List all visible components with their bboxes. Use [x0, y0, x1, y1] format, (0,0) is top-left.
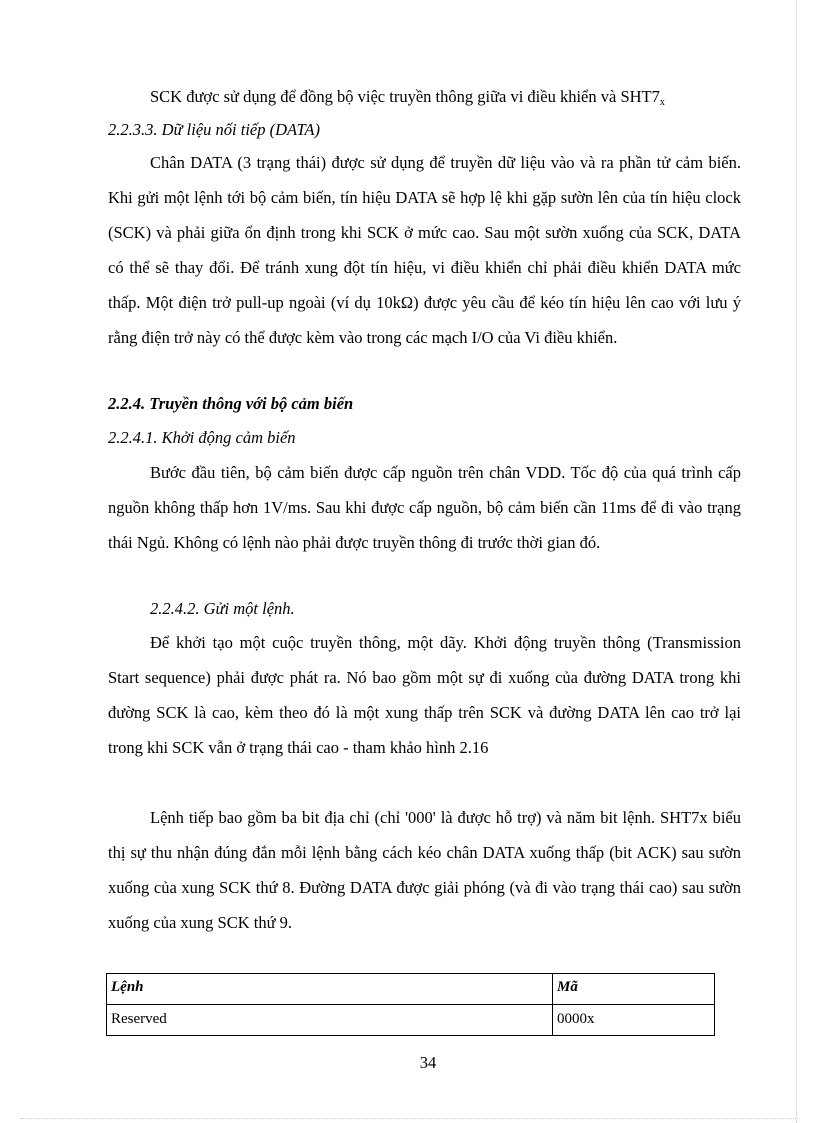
page-number: 34 [419, 1053, 437, 1072]
paragraph-command-bits: Lệnh tiếp bao gồm ba bit địa chỉ (chỉ '000' là được hỗ trợ) và năm bit lệnh. SHT7x biểu thị sự thu nhận đúng đắn mỗi lệnh bằng cách kéo chân DATA xuống thấp (bit ACK) sau sườn xuống của xung SCK thứ 8. Đường DATA được giải phóng (và đi vào trạng thái cao) sau sườn xuống của xung SCK thứ 9. [108, 808, 741, 932]
table-header-code: Mã [553, 974, 715, 1005]
page-border-right [796, 0, 797, 1123]
page-border-bottom [20, 1118, 796, 1119]
table-header-command: Lệnh [107, 974, 553, 1005]
paragraph-sensor-start: Bước đầu tiên, bộ cảm biến được cấp nguồn trên chân VDD. Tốc độ của quá trình cấp nguồn không thấp hơn 1V/ms. Sau khi được cấp nguồn, bộ cảm biến cần 11ms để đi vào trạng thái Ngủ. Không có lệnh nào phải được truyền thông đi trước thời gian đó. [108, 463, 741, 552]
heading-communication: 2.2.4. Truyền thông với bộ cảm biến [108, 394, 354, 413]
table-row [107, 1005, 715, 1036]
table-cell-code: 0000x [553, 1005, 715, 1036]
command-table [106, 973, 715, 1036]
heading-send-command: 2.2.4.2. Gửi một lệnh. [150, 599, 295, 618]
paragraph-sck: SCK được sử dụng để đồng bộ việc truyền thông giữa vi điều khiển và $SHT7_x$ [150, 87, 665, 108]
heading-sensor-start: 2.2.4.1. Khởi động cảm biến [108, 428, 296, 447]
paragraph-data: Chân DATA (3 trạng thái) được sử dụng để truyền dữ liệu vào và ra phần tử cảm biến. Khi gửi một lệnh tới bộ cảm biến, tín hiệu DATA sẽ hợp lệ khi gặp sườn lên của tín hiệu clock (SCK) và phải giữa ổn định trong khi SCK ở mức cao. Sau một sườn xuống của SCK, DATA có thể sẽ thay đổi. Để tránh xung đột tín hiệu, vi điều khiển chỉ phải điều khiển DATA mức thấp. Một điện trở pull-up ngoài (ví dụ 10kΩ) được yêu cầu để kéo tín hiệu lên cao với lưu ý rằng điện trở này có thể được kèm vào trong các mạch I/O của Vi điều khiển. [108, 153, 741, 347]
paragraph-send-command: Để khởi tạo một cuộc truyền thông, một dãy. Khởi động truyền thông (Transmission Start sequence) phải được phát ra. Nó bao gồm một sự đi xuống của đường DATA trong khi đường SCK là cao, kèm theo đó là một xung thấp trên SCK và đường DATA lên cao trở lại trong khi SCK vẫn ở trạng thái cao - tham khảo hình 2.16 [108, 633, 741, 757]
heading-data-serial: 2.2.3.3. Dữ liệu nối tiếp (DATA) [108, 120, 321, 139]
table-cell-command: Reserved [107, 1005, 553, 1036]
table-header-row [107, 974, 715, 1005]
